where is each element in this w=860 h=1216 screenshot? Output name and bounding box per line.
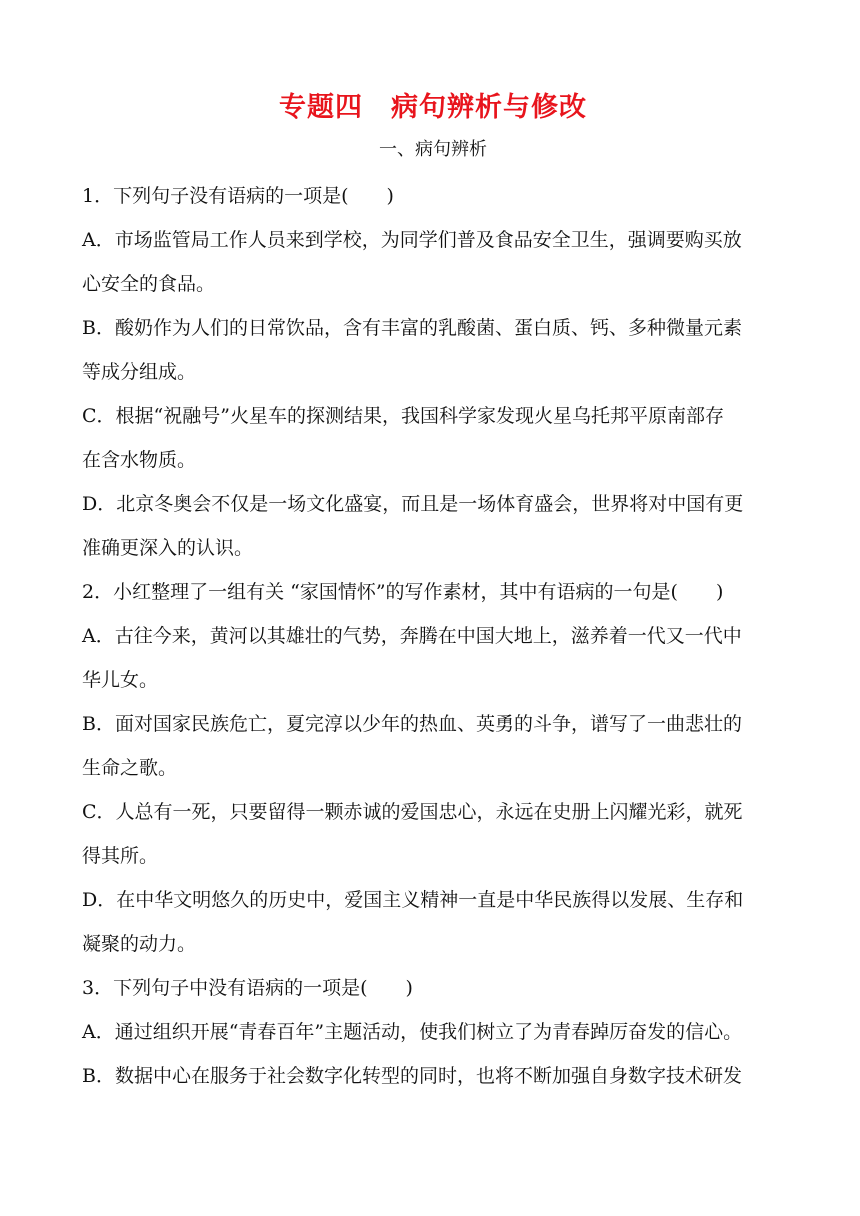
option-line: D．北京冬奥会不仅是一场文化盛宴，而且是一场体育盛会，世界将对中国有更 <box>82 493 744 515</box>
option-line: B．酸奶作为人们的日常饮品，含有丰富的乳酸菌、蛋白质、钙、多种微量元素 <box>82 317 742 339</box>
option-line: 凝聚的动力。 <box>82 933 197 955</box>
option-line: 华儿女。 <box>82 669 159 691</box>
option-line: 等成分组成。 <box>82 361 197 383</box>
question-1 <box>82 174 784 570</box>
option-line: A．通过组织开展“青春百年”主题活动，使我们树立了为青春踔厉奋发的信心。 <box>82 1021 743 1043</box>
option-d <box>82 878 784 966</box>
option-line: 心安全的食品。 <box>82 273 216 295</box>
option-d <box>82 482 784 570</box>
option-line: B．面对国家民族危亡，夏完淳以少年的热血、英勇的斗争，谱写了一曲悲壮的 <box>82 713 742 735</box>
option-line: A．古往今来，黄河以其雄壮的气势，奔腾在中国大地上，滋养着一代又一代中 <box>82 625 742 647</box>
option-b <box>82 1054 784 1098</box>
option-a <box>82 218 784 306</box>
question-2 <box>82 570 784 966</box>
option-line: C．人总有一死，只要留得一颗赤诚的爱国忠心，永远在史册上闪耀光彩，就死 <box>82 801 743 823</box>
question-stem: 3．下列句子中没有语病的一项是( ) <box>82 977 413 999</box>
option-a <box>82 1010 784 1054</box>
option-c <box>82 790 784 878</box>
option-a <box>82 614 784 702</box>
option-line: D．在中华文明悠久的历史中，爱国主义精神一直是中华民族得以发展、生存和 <box>82 889 744 911</box>
option-line: 在含水物质。 <box>82 449 197 471</box>
question-stem: 1．下列句子没有语病的一项是( ) <box>82 185 394 207</box>
option-line: 得其所。 <box>82 845 159 867</box>
option-b <box>82 306 784 394</box>
option-line: B．数据中心在服务于社会数字化转型的同时，也将不断加强自身数字技术研发 <box>82 1065 742 1087</box>
option-c <box>82 394 784 482</box>
option-b <box>82 702 784 790</box>
option-line: C．根据“祝融号”火星车的探测结果，我国科学家发现火星乌托邦平原南部存 <box>82 405 724 427</box>
document-title: 专题四 病句辨析与修改 <box>279 92 587 123</box>
question-stem: 2．小红整理了一组有关 “家国情怀”的写作素材，其中有语病的一句是( ) <box>82 581 724 603</box>
question-3 <box>82 966 784 1098</box>
option-line: 生命之歌。 <box>82 757 178 779</box>
section-heading: 一、病句辨析 <box>379 139 487 160</box>
option-line: 准确更深入的认识。 <box>82 537 254 559</box>
option-line: A．市场监管局工作人员来到学校，为同学们普及食品安全卫生，强调要购买放 <box>82 229 742 251</box>
